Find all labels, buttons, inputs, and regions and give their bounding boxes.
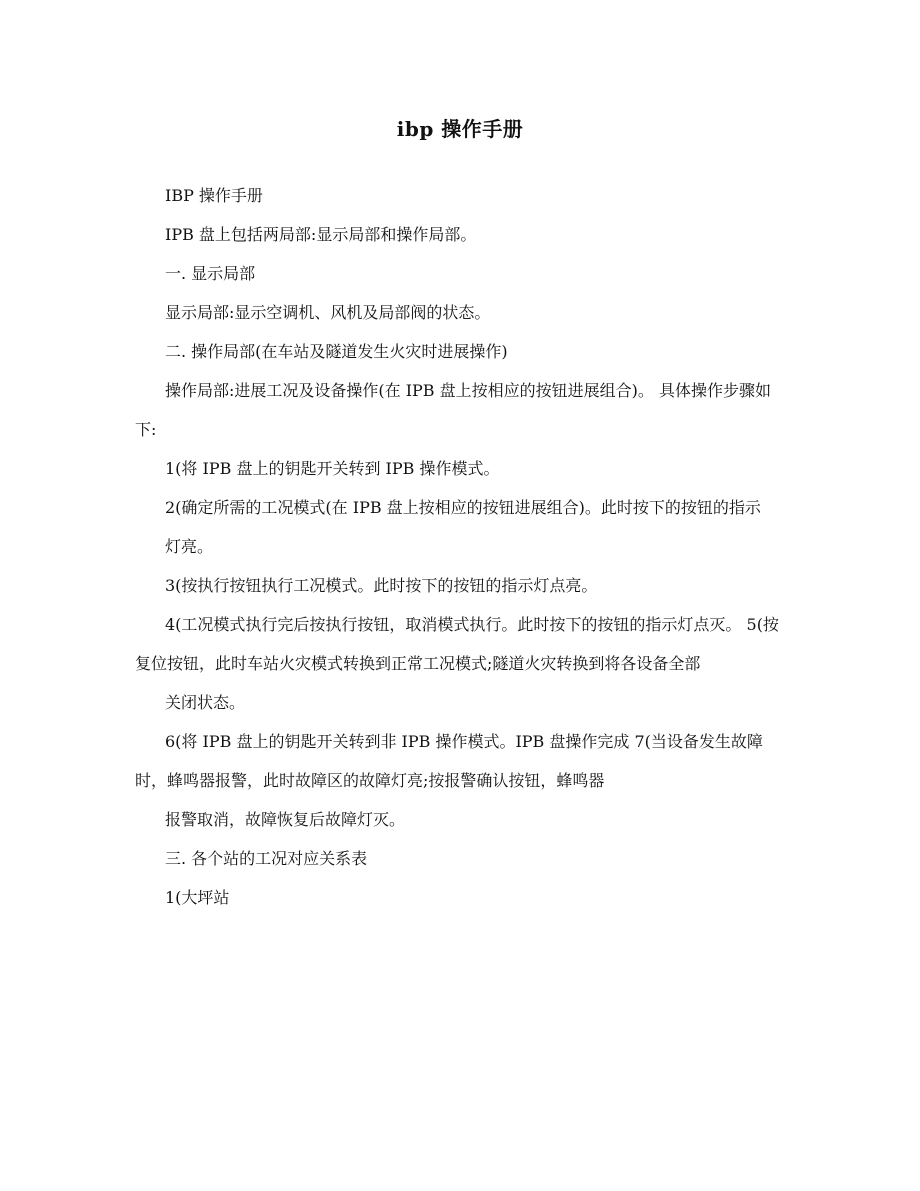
section-heading: 二. 操作局部(在车站及隧道发生火灾时进展操作): [165, 342, 508, 361]
step-item: 4(工况模式执行完后按执行按钮，取消模式执行。此时按下的按钮的指示灯点灭。 5(按复位按钮，此时车站火灾模式转换到正常工况模式;隧道火灾转换到将各设备全部: [135, 615, 779, 673]
step-item: 6(将 IPB 盘上的钥匙开关转到非 IPB 操作模式。IPB 盘操作完成 7(当设备发生故障时，蜂鸣器报警，此时故障区的故障灯亮;按报警确认按钮，蜂鸣器: [135, 732, 763, 790]
paragraph: IPB 盘上包括两局部:显示局部和操作局部。: [165, 225, 477, 244]
paragraph-continuation: 报警取消，故障恢复后故障灯灭。: [165, 810, 406, 829]
document-body: [135, 176, 785, 917]
list-item: 1(大坪站: [165, 888, 230, 907]
paragraph: IBP 操作手册: [165, 186, 263, 205]
section-heading: 三. 各个站的工况对应关系表: [165, 849, 368, 868]
step-item: 2(确定所需的工况模式(在 IPB 盘上按相应的按钮进展组合)。此时按下的按钮的指示: [165, 498, 761, 517]
paragraph-continuation: 灯亮。: [165, 537, 214, 556]
step-item: 3(按执行按钮执行工况模式。此时按下的按钮的指示灯点亮。: [165, 576, 598, 595]
paragraph-continuation: 关闭状态。: [165, 693, 246, 712]
document-title: ibp 操作手册: [396, 117, 524, 141]
paragraph: 操作局部:进展工况及设备操作(在 IPB 盘上按相应的按钮进展组合)。 具体操作步骤如下:: [135, 381, 771, 439]
step-item: 1(将 IPB 盘上的钥匙开关转到 IPB 操作模式。: [165, 459, 500, 478]
paragraph: 显示局部:显示空调机、风机及局部阀的状态。: [165, 303, 491, 322]
section-heading: 一. 显示局部: [165, 264, 256, 283]
